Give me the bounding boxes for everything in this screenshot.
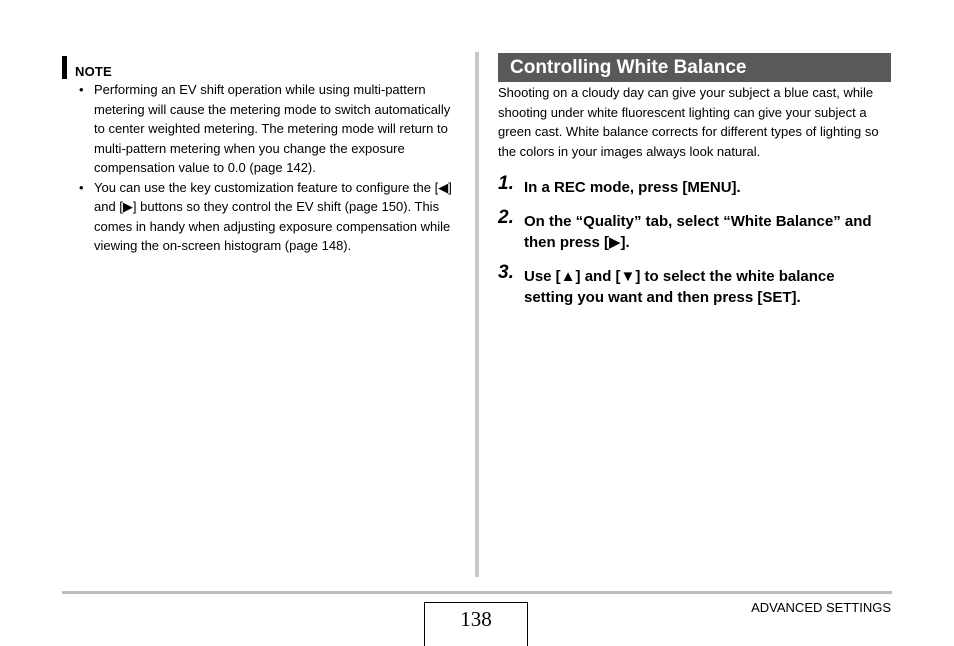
note-item — [79, 178, 459, 256]
footer-rule — [62, 591, 892, 594]
bullet-icon: • — [79, 179, 84, 195]
note-item-text: Performing an EV shift operation while using multi-pattern metering will cause the metering mode to switch automatically to center weighted metering. The metering mode will return to multi-pattern metering when you change the exposure compensation value to 0.0 (page 142). — [94, 82, 451, 175]
note-item — [79, 80, 459, 178]
section-title: Controlling White Balance — [510, 57, 747, 78]
footer-section-label: ADVANCED SETTINGS — [751, 600, 891, 615]
column-divider — [475, 52, 479, 577]
step-number: 3. — [498, 262, 514, 283]
bullet-icon: • — [79, 82, 84, 97]
note-list — [79, 80, 459, 256]
note-heading: NOTE — [75, 64, 112, 79]
page-number: 138 — [460, 607, 492, 631]
note-item-text: You can use the key customization feature to configure the [◀] and [▶] buttons so they control the EV shift (page 150). This comes in handy when adjusting exposure compensation while viewing the on-screen histogram (page 148). — [94, 179, 452, 253]
step-text: On the “Quality” tab, select “White Balance” and then press [▶]. — [524, 213, 872, 251]
step-number: 1. — [498, 173, 514, 194]
step-text: In a REC mode, press [MENU]. — [524, 179, 741, 196]
section-intro: Shooting on a cloudy day can give your subject a blue cast, while shooting under white fluorescent lighting can give your subject a green cast. White balance corrects for different types of lighting so the colors in your images always look natural. — [498, 85, 879, 159]
step-text: Use [▲] and [▼] to select the white balance setting you want and then press [SET]. — [524, 268, 835, 306]
note-marker-bar — [62, 56, 67, 79]
step-number: 2. — [498, 207, 514, 228]
